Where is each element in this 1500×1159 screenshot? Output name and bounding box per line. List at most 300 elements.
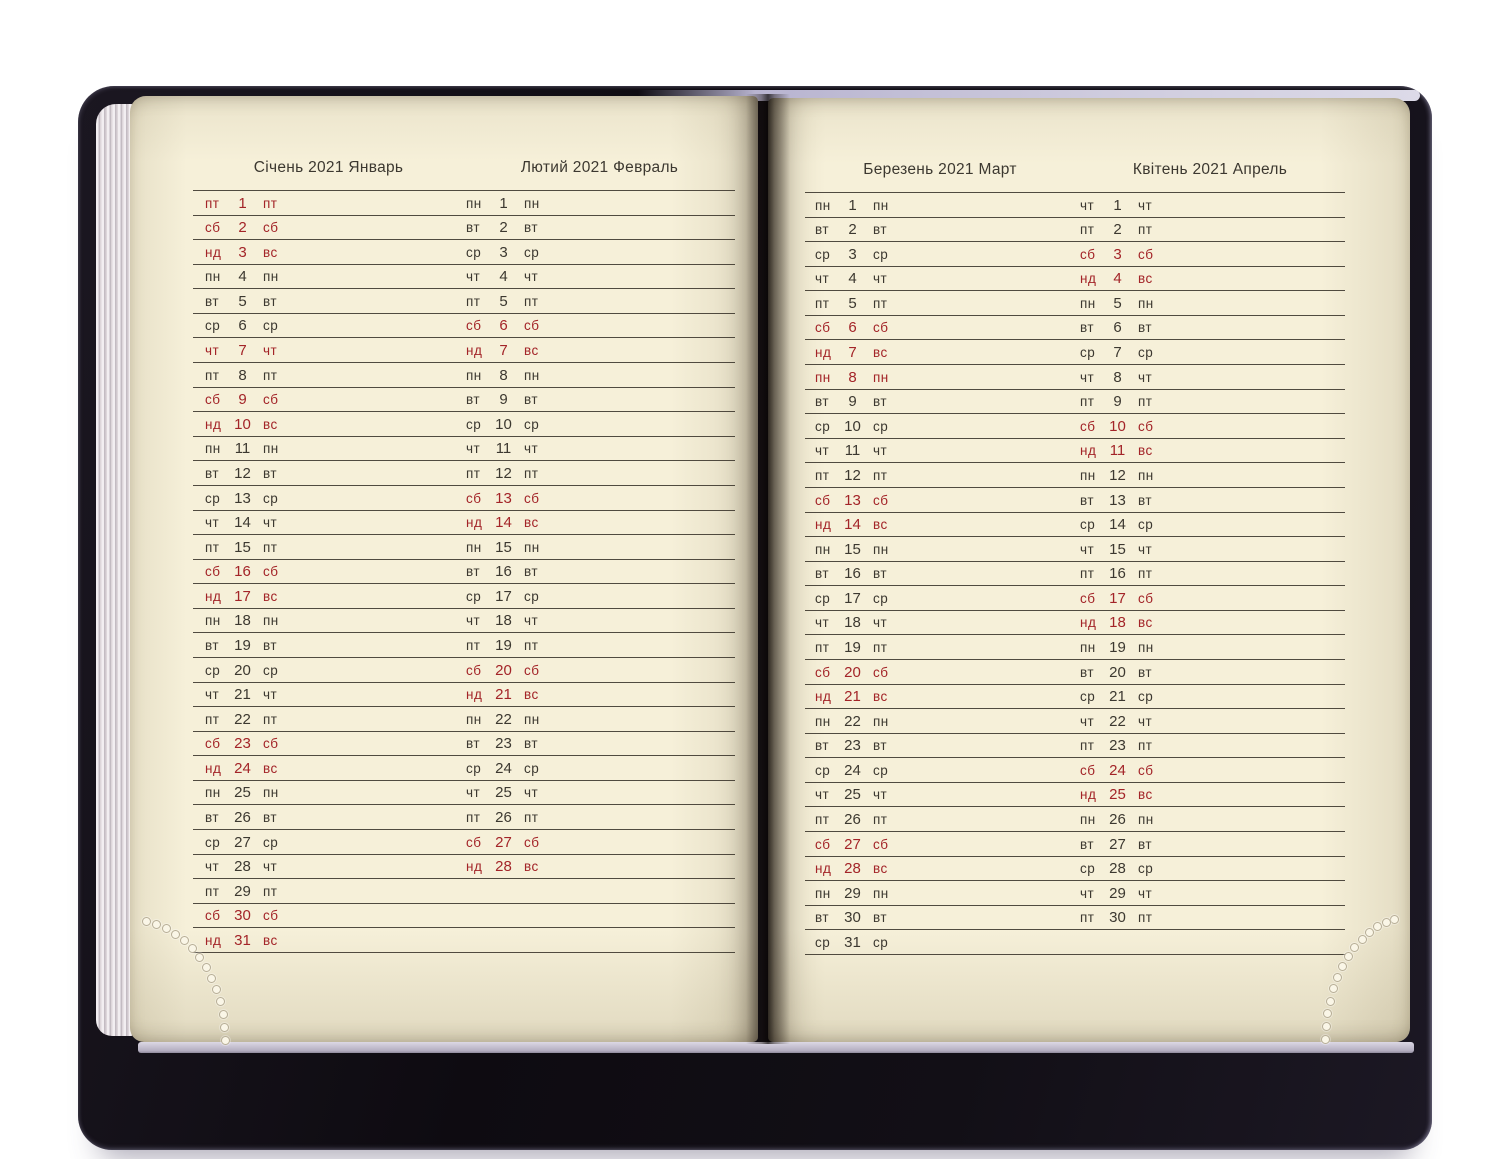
weekday-abbr-ua: вт [815,394,830,410]
weekday-abbr-ua: чт [205,515,220,531]
page-block-left-edge [96,104,132,1036]
day-entry [466,760,539,780]
weekday-abbr-ru: пт [524,637,539,653]
weekday-abbr-ru: чт [524,785,539,801]
weekday-abbr-ua: ср [466,416,482,432]
day-number: 26 [844,811,861,829]
weekday-abbr-ua: чт [1080,197,1095,213]
day-number: 15 [234,538,251,556]
day-number: 16 [234,563,251,581]
weekday-abbr-ua: ср [1080,861,1096,877]
day-number: 2 [1113,221,1122,239]
weekday-abbr-ua: чт [815,787,830,803]
day-entry [1080,197,1152,217]
day-entry [815,565,887,585]
weekday-abbr-ua: ср [815,934,831,950]
weekday-abbr-ru: пн [873,885,889,901]
weekday-abbr-ru: ср [1138,689,1154,705]
month-column-cell [193,265,464,289]
weekday-abbr-ru: вс [873,861,888,877]
month-column-cell [464,732,735,756]
month-column-cell [193,412,464,436]
day-number: 29 [844,884,861,902]
day-entry [815,270,887,290]
day-number: 13 [844,491,861,509]
day-number: 12 [234,464,251,482]
weekday-abbr-ua: пт [1080,566,1095,582]
month-column-cell [1075,685,1345,709]
day-entry [815,762,888,782]
weekday-abbr-ua: ср [205,490,221,506]
day-number: 27 [495,833,512,851]
calendar-row [193,855,735,880]
month-column-cell [464,609,735,633]
weekday-abbr-ru: вт [1138,664,1153,680]
day-entry-red [1080,418,1153,438]
month-column-cell [464,584,735,608]
diary-page-right [768,98,1410,1042]
ornament-dot [1358,935,1367,944]
day-entry [466,367,540,387]
month-column-cell [464,265,735,289]
day-number: 19 [495,636,512,654]
weekday-abbr-ua: нд [466,515,483,531]
day-number: 26 [495,809,512,827]
calendar-row [805,488,1345,513]
day-entry [815,811,888,831]
weekday-abbr-ua: чт [815,271,830,287]
day-number: 13 [234,489,251,507]
weekday-abbr-ua: пн [466,539,482,555]
calendar-row [193,928,735,953]
day-number: 4 [238,268,247,286]
month-column-cell [1075,365,1345,389]
month-column-cell [805,414,1075,438]
day-number: 9 [848,393,857,411]
calendar-row [193,240,735,265]
weekday-abbr-ua: сб [815,492,831,508]
month-column-cell [1075,930,1345,954]
day-number: 5 [238,292,247,310]
weekday-abbr-ru: вт [524,392,539,408]
day-number: 31 [234,931,251,949]
calendar-row [805,513,1345,538]
month-column-cell [1075,488,1345,512]
day-entry [1080,541,1152,561]
weekday-abbr-ua: ср [205,318,221,334]
weekday-abbr-ru: пт [873,295,888,311]
weekday-abbr-ru: чт [873,787,888,803]
ornament-dot [207,974,216,983]
weekday-abbr-ru: вт [873,394,888,410]
day-number: 28 [1109,860,1126,878]
month-column-cell [805,193,1075,217]
weekday-abbr-ua: пт [1080,222,1095,238]
ornament-dot [195,953,204,962]
month-column-cell [1075,881,1345,905]
weekday-abbr-ua: сб [205,736,221,752]
month-column-cell [1075,857,1345,881]
ornament-dot [1365,928,1374,937]
day-number: 27 [844,835,861,853]
day-entry [205,367,278,387]
month-column-cell [193,338,464,362]
weekday-abbr-ru: ср [524,760,540,776]
month-column-cell [464,511,735,535]
day-number: 10 [1109,417,1126,435]
day-entry [1080,516,1153,536]
month-column-cell [193,781,464,805]
month-column-cell [193,388,464,412]
weekday-abbr-ru: пт [873,467,888,483]
weekday-abbr-ua: пн [466,195,482,211]
calendar-row [805,267,1345,292]
month-column-cell [464,437,735,461]
day-number: 14 [234,514,251,532]
weekday-abbr-ua: вт [205,293,220,309]
weekday-abbr-ua: нд [1080,271,1097,287]
weekday-abbr-ua: пт [1080,394,1095,410]
weekday-abbr-ru: вс [263,760,278,776]
weekday-abbr-ru: пт [1138,566,1153,582]
ornament-dot [152,920,161,929]
day-entry [466,735,538,755]
month-column-cell [464,707,735,731]
weekday-abbr-ru: пн [1138,639,1154,655]
weekday-abbr-ua: нд [205,760,222,776]
calendar-row [805,340,1345,365]
weekday-abbr-ru: пн [1138,295,1154,311]
day-number: 20 [495,661,512,679]
day-entry [1080,344,1153,364]
ornament-dot [1350,943,1359,952]
day-entry [815,541,889,561]
weekday-abbr-ru: чт [263,343,278,359]
day-number: 15 [844,540,861,558]
month-column-cell [1075,783,1345,807]
day-number: 22 [844,712,861,730]
month-column-cell [1075,390,1345,414]
day-entry [815,246,888,266]
weekday-abbr-ua: пн [815,197,831,213]
day-number: 21 [1109,688,1126,706]
weekday-abbr-ru: ср [1138,517,1154,533]
day-entry [815,197,889,217]
weekday-abbr-ru: вс [524,859,539,875]
calendar-row [193,216,735,241]
day-number: 30 [1109,909,1126,927]
month-column-cell [464,535,735,559]
weekday-abbr-ua: нд [1080,443,1097,459]
day-entry-red [466,686,539,706]
month-column-cell [1075,562,1345,586]
calendar-row [193,265,735,290]
weekday-abbr-ua: ср [205,834,221,850]
weekday-abbr-ua: вт [1080,320,1095,336]
diary-page-left [130,96,758,1042]
weekday-abbr-ua: нд [205,588,222,604]
month-column-cell [193,363,464,387]
weekday-abbr-ua: чт [466,269,481,285]
day-entry [205,490,278,510]
month-column-cell [193,658,464,682]
day-entry [1080,565,1153,585]
weekday-abbr-ua: пн [815,541,831,557]
day-entry-red [205,342,277,362]
day-number: 22 [495,710,512,728]
weekday-abbr-ru: вт [1138,492,1153,508]
weekday-abbr-ua: пн [1080,467,1096,483]
weekday-abbr-ru: сб [1138,762,1154,778]
day-entry [466,637,539,657]
day-entry [1080,811,1154,831]
month-column-cell [193,486,464,510]
calendar-row [805,857,1345,882]
weekday-abbr-ua: нд [1080,787,1097,803]
weekday-abbr-ua: нд [466,859,483,875]
calendar-row [805,734,1345,759]
diary-book [78,86,1432,1150]
day-entry [1080,369,1152,389]
month-column-cell [805,586,1075,610]
weekday-abbr-ru: вт [873,738,888,754]
month-column-cell [464,683,735,707]
calendar-row [193,756,735,781]
weekday-abbr-ru: ср [1138,861,1154,877]
month-column-cell [805,807,1075,831]
day-entry-red [205,563,278,583]
month-title-march: Березень 2021 Март [863,161,1017,178]
month-column-cell [464,633,735,657]
month-column-cell [805,611,1075,635]
calendar-row [193,633,735,658]
weekday-abbr-ua: вт [815,910,830,926]
day-entry [466,244,539,264]
weekday-abbr-ru: чт [873,443,888,459]
calendar-row [805,439,1345,464]
day-entry [1080,221,1153,241]
day-entry [205,637,277,657]
weekday-abbr-ru: пт [263,883,278,899]
day-number: 29 [234,882,251,900]
weekday-abbr-ru: ср [263,834,279,850]
day-number: 13 [495,489,512,507]
day-number: 28 [844,860,861,878]
month-column-cell [805,291,1075,315]
month-column-cell [1075,734,1345,758]
day-number: 11 [844,442,861,460]
day-entry [466,268,538,288]
day-entry-red [815,516,888,536]
month-column-cell [1075,316,1345,340]
month-column-cell [805,709,1075,733]
weekday-abbr-ua: нд [1080,615,1097,631]
weekday-abbr-ua: чт [815,615,830,631]
weekday-abbr-ru: вс [263,932,278,948]
day-entry-red [205,244,278,264]
ornament-dot [1322,1022,1331,1031]
day-entry-red [205,416,278,436]
weekday-abbr-ru: чт [1138,885,1153,901]
month-column-cell [464,240,735,264]
weekday-abbr-ru: чт [263,859,278,875]
month-column-cell [193,756,464,780]
month-column-cell [1075,463,1345,487]
day-number: 28 [234,858,251,876]
calendar-row [805,758,1345,783]
weekday-abbr-ru: чт [1138,197,1153,213]
calendar-row [805,832,1345,857]
month-column-cell [805,439,1075,463]
month-column-cell [193,314,464,338]
weekday-abbr-ua: нд [466,343,483,359]
day-number: 25 [844,786,861,804]
weekday-abbr-ua: пт [1080,738,1095,754]
month-column-cell [1075,906,1345,930]
weekday-abbr-ru: ср [873,418,889,434]
weekday-abbr-ru: чт [263,515,278,531]
weekday-abbr-ru: вс [873,689,888,705]
month-column-cell [193,855,464,879]
month-column-cell [193,904,464,928]
weekday-abbr-ua: пт [466,293,481,309]
month-column-cell [193,879,464,903]
weekday-abbr-ru: чт [1138,369,1153,385]
day-number: 23 [1109,737,1126,755]
weekday-abbr-ua: вт [205,810,220,826]
weekday-abbr-ua: пт [205,367,220,383]
day-number: 26 [1109,811,1126,829]
month-column-cell [1075,193,1345,217]
day-entry [1080,909,1153,929]
day-number: 14 [495,514,512,532]
month-title-january: Січень 2021 Январь [253,159,404,176]
calendar-row [193,609,735,634]
day-entry-red [815,688,888,708]
calendar-row [805,635,1345,660]
day-entry-red [205,588,278,608]
day-entry-red [815,369,889,389]
day-entry [815,786,887,806]
day-number: 21 [844,688,861,706]
day-number: 17 [1109,589,1126,607]
day-number: 22 [234,710,251,728]
month-column-cell [1075,807,1345,831]
day-number: 2 [499,219,508,237]
weekday-abbr-ua: нд [205,932,222,948]
day-number: 7 [238,342,247,360]
day-entry [815,467,888,487]
weekday-abbr-ru: вт [1138,836,1153,852]
month-column-cell [464,461,735,485]
month-column-cell [193,216,464,240]
day-entry [205,858,277,878]
day-number: 28 [495,858,512,876]
weekday-abbr-ua: сб [815,664,831,680]
month-column-cell [805,758,1075,782]
day-number: 20 [1109,663,1126,681]
weekday-abbr-ru: сб [263,564,279,580]
day-number: 21 [234,686,251,704]
ornament-dot [142,917,151,926]
calendar-row [193,511,735,536]
day-entry-red [1080,590,1153,610]
month-column-cell [1075,660,1345,684]
month-column-cell [805,340,1075,364]
weekday-abbr-ua: вт [815,222,830,238]
day-number: 18 [844,614,861,632]
weekday-abbr-ru: пт [263,195,278,211]
day-entry-red [815,836,888,856]
day-number: 17 [844,589,861,607]
day-entry [205,612,279,632]
day-number: 16 [495,563,512,581]
weekday-abbr-ua: сб [205,220,221,236]
day-number: 1 [1113,196,1122,214]
month-column-cell [1075,414,1345,438]
day-number: 18 [234,612,251,630]
weekday-abbr-ua: сб [815,836,831,852]
calendar-row [805,660,1345,685]
day-entry [1080,319,1152,339]
weekday-abbr-ru: ср [524,244,540,260]
weekday-abbr-ua: вт [1080,664,1095,680]
day-number: 8 [1113,368,1122,386]
ornament-dot [1329,984,1338,993]
day-number: 20 [234,661,251,679]
weekday-abbr-ru: вт [873,222,888,238]
day-entry [815,418,888,438]
weekday-abbr-ua: пт [815,467,830,483]
day-entry-red [466,342,539,362]
weekday-abbr-ua: сб [1080,762,1096,778]
month-column-cell [464,781,735,805]
month-column-cell [805,881,1075,905]
weekday-abbr-ua: сб [1080,590,1096,606]
weekday-abbr-ru: пт [873,812,888,828]
weekday-abbr-ua: нд [466,687,483,703]
weekday-abbr-ua: вт [466,736,481,752]
day-number: 10 [234,415,251,433]
weekday-abbr-ru: пт [1138,910,1153,926]
weekday-abbr-ua: пн [815,369,831,385]
day-entry [1080,860,1153,880]
day-entry [815,713,889,733]
weekday-abbr-ru: сб [524,834,540,850]
month-column-cell [193,461,464,485]
weekday-abbr-ru: пн [524,711,540,727]
calendar-row [805,291,1345,316]
calendar-row [805,906,1345,931]
day-number: 7 [499,342,508,360]
weekday-abbr-ru: вс [1138,443,1153,459]
month-column-cell [1075,709,1345,733]
day-entry [466,612,538,632]
day-number: 24 [234,759,251,777]
month-column-cell [805,218,1075,242]
day-number: 16 [844,565,861,583]
weekday-abbr-ru: чт [1138,541,1153,557]
weekday-abbr-ua: чт [1080,541,1095,557]
day-number: 4 [848,270,857,288]
day-number: 17 [234,587,251,605]
day-entry [466,539,540,559]
day-entry [205,465,277,485]
calendar-row [805,930,1345,955]
month-column-cell [464,830,735,854]
weekday-abbr-ru: вт [263,465,278,481]
day-entry [205,514,277,534]
